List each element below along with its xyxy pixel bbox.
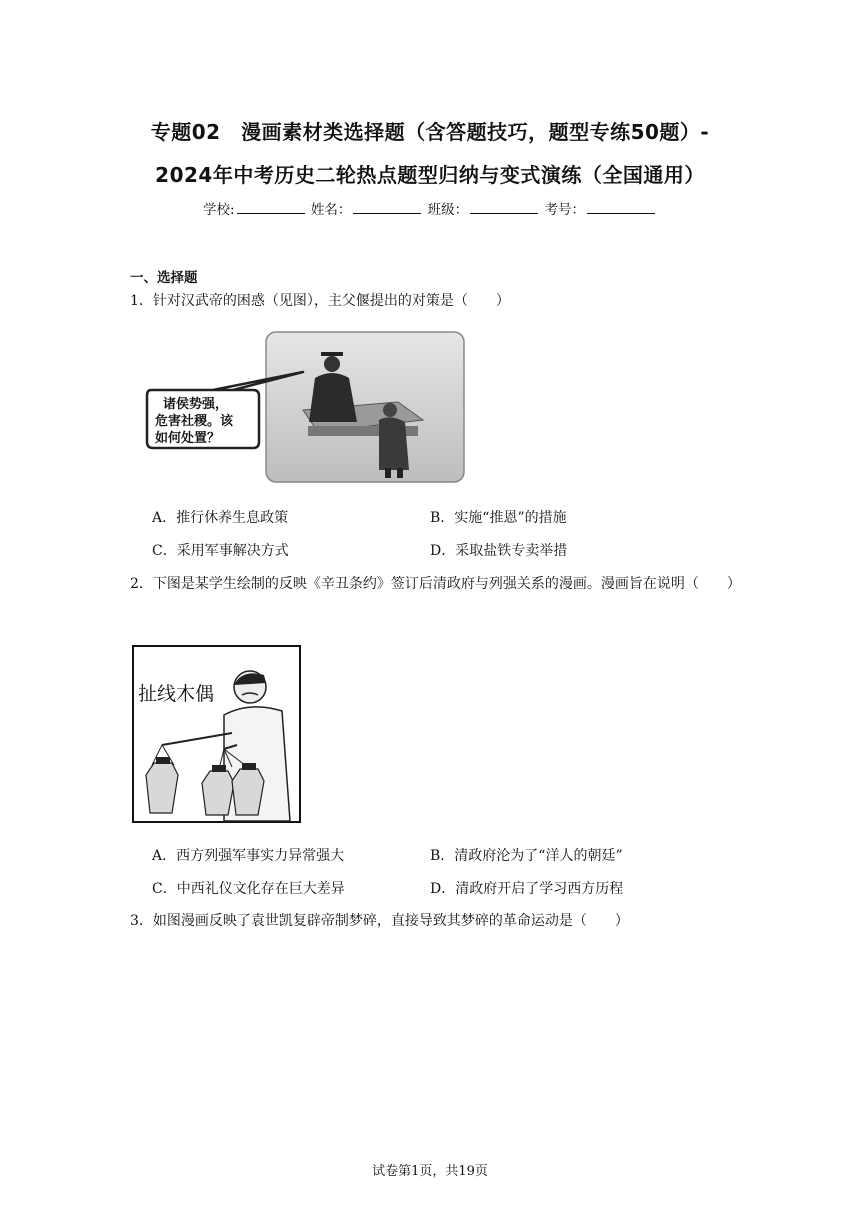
exam-no-label: 考号： bbox=[544, 202, 585, 218]
q2-option-b[interactable]: B．清政府沦为了“洋人的朝廷” bbox=[430, 848, 623, 864]
student-info-line bbox=[0, 198, 860, 218]
page-footer: 试卷第1页，共19页 bbox=[372, 1164, 488, 1179]
question-1-cartoon bbox=[143, 330, 468, 485]
q2-option-a[interactable]: A．西方列强军事实力异常强大 bbox=[152, 848, 345, 864]
school-blank[interactable] bbox=[237, 201, 305, 214]
cartoon-caption: 扯线木偶 bbox=[138, 683, 215, 705]
question-2-stem: 2．下图是某学生绘制的反映《辛丑条约》签订后清政府与列强关系的漫画。漫画旨在说明（ ） bbox=[130, 576, 741, 592]
class-label: 班级： bbox=[427, 202, 469, 218]
q2-option-d[interactable]: D．清政府开启了学习西方历程 bbox=[430, 881, 624, 897]
bubble-line-3: 如何处置？ bbox=[155, 431, 221, 446]
q1-option-c[interactable]: C．采用军事解决方式 bbox=[152, 543, 289, 559]
q1-option-a[interactable]: A．推行休养生息政策 bbox=[152, 510, 289, 526]
bubble-line-2: 危害社稷。该 bbox=[155, 414, 234, 429]
question-1-stem: 1．针对汉武帝的困惑（见图），主父偃提出的对策是（ ） bbox=[130, 293, 510, 309]
doc-title-line2: 2024年中考历史二轮热点题型归纳与变式演练（全国通用） bbox=[155, 163, 705, 187]
q1-option-b[interactable]: B．实施“推恩”的措施 bbox=[430, 510, 567, 526]
q2-option-c[interactable]: C．中西礼仪文化存在巨大差异 bbox=[152, 881, 345, 897]
section-title: 一、选择题 bbox=[130, 270, 198, 286]
name-blank[interactable] bbox=[353, 201, 421, 214]
exam-no-blank[interactable] bbox=[587, 201, 655, 214]
question-2-cartoon bbox=[132, 645, 302, 825]
class-blank[interactable] bbox=[470, 201, 538, 214]
q1-option-d[interactable]: D．采取盐铁专卖举措 bbox=[430, 543, 568, 559]
question-3-stem: 3．如图漫画反映了袁世凯复辟帝制梦碎，直接导致其梦碎的革命运动是（ ） bbox=[130, 913, 629, 929]
name-label: 姓名： bbox=[310, 202, 352, 218]
school-label: 学校: bbox=[203, 202, 235, 218]
doc-title-line1: 专题02 漫画素材类选择题（含答题技巧，题型专练50题）- bbox=[150, 120, 710, 144]
bubble-line-1: 诸侯势强， bbox=[163, 397, 229, 412]
